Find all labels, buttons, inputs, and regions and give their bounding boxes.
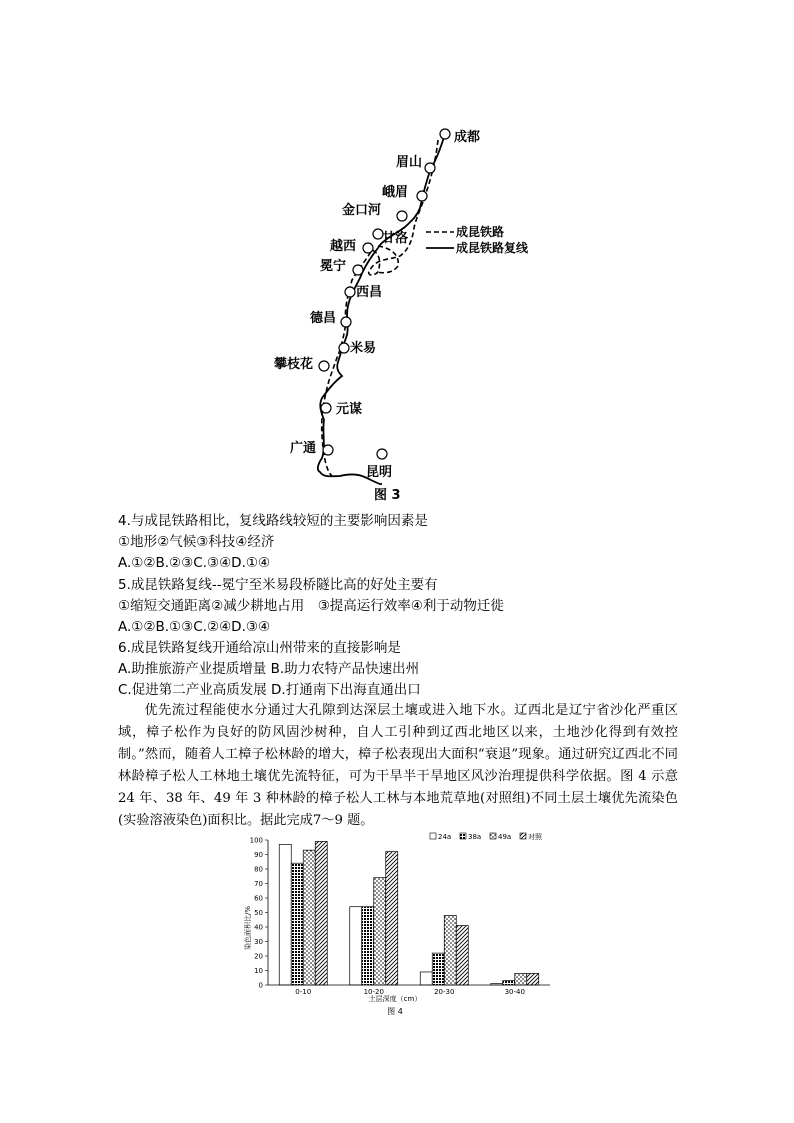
- station-panzhihua-marker: [319, 361, 329, 371]
- station-label-jinkouhe: 金口河: [342, 203, 382, 218]
- station-label-mianning: 冕宁: [320, 259, 347, 274]
- station-label-emei: 峨眉: [382, 185, 409, 200]
- station-label-yuanmou: 元谋: [336, 402, 363, 417]
- y-tick-label: 60: [254, 894, 263, 903]
- bar-38a-0-10: [291, 863, 303, 985]
- bar-对照-20-30: [456, 926, 468, 985]
- legend-label-49a: 49a: [498, 833, 512, 841]
- bar-49a-20-30: [444, 915, 456, 985]
- station-label-yuexi: 越西: [330, 239, 357, 254]
- chart-legend: [430, 832, 543, 841]
- y-tick-label: 10: [254, 967, 263, 975]
- legend-label-24a: 24a: [438, 833, 452, 841]
- legend-swatch-对照: [520, 833, 526, 839]
- y-tick-label: 80: [254, 865, 263, 874]
- legend-swatch-49a: [490, 833, 496, 839]
- station-chengdu-marker: [440, 129, 450, 139]
- question-4-stem: 4.与成昆铁路相比，复线路线较短的主要影响因素是: [118, 513, 428, 529]
- y-tick-label: 30: [254, 938, 263, 946]
- figure-3-caption: 图 3: [374, 488, 401, 503]
- station-label-miyi: 米易: [350, 341, 377, 356]
- y-tick-label: 20: [254, 952, 263, 961]
- station-label-kunming: 昆明: [366, 465, 393, 480]
- station-meishan-marker: [425, 163, 435, 173]
- passage: [118, 700, 678, 832]
- question-5-options: A.①②B.①③C.②④D.③④: [118, 619, 271, 635]
- passage-text: 优先流过程能使水分通过大孔隙到达深层土壤或进入地下水。辽西北是辽宁省沙化严重区域，樟子松作为良好的防风固沙树种，自人工引种到辽西北地区以来，土地沙化得到有效控制。”然而，随着人工樟子松林龄的增大，樟子松表现出大面积“衰退”现象。通过研究辽西北不同林龄樟子松人工林地土壤优先流特征，可为干旱半干旱地区风沙治理提供科学依据。图 4 示意 24 年、38 年、49 年 3 种林龄的樟子松人工林与本地荒草地(对照组)不同土层土壤优先流染色(实验溶液染色)面积比。据此完成7～9 题。: [118, 703, 678, 828]
- bar-24a-10-20: [350, 907, 362, 985]
- bar-38a-10-20: [362, 907, 374, 985]
- bar-对照-0-10: [315, 841, 327, 985]
- station-label-meishan: 眉山: [396, 155, 423, 170]
- legend-fuxian: 成昆铁路复线: [456, 241, 529, 255]
- legend-swatch-38a: [460, 833, 466, 839]
- question-5-items: ①缩短交通距离②减少耕地占用 ③提高运行效率④利于动物迁徙: [118, 598, 504, 614]
- legend-label-38a: 38a: [468, 833, 482, 841]
- station-label-xichang: 西昌: [356, 285, 383, 300]
- bar-49a-30-40: [515, 973, 527, 985]
- y-tick-label: 40: [254, 923, 263, 932]
- station-yuexi-marker: [363, 243, 373, 253]
- legend-chengkun: 成昆铁路: [456, 225, 505, 239]
- question-5-stem: 5.成昆铁路复线--冕宁至米易段桥隧比高的好处主要有: [118, 577, 438, 593]
- railway-map: [240, 110, 560, 510]
- x-tick-label: 10-20: [363, 988, 384, 996]
- station-miyi-marker: [339, 343, 349, 353]
- bar-24a-0-10: [279, 844, 291, 985]
- station-xichang-marker: [345, 287, 355, 297]
- bar-对照-30-40: [527, 973, 539, 985]
- y-axis: [250, 837, 268, 990]
- bar-对照-10-20: [386, 852, 398, 985]
- bar-chart-svg: [220, 828, 560, 1028]
- station-yuanmou-marker: [321, 403, 331, 413]
- question-4-options: A.①②B.②③C.③④D.①④: [118, 555, 271, 571]
- legend-swatch-24a: [430, 833, 436, 839]
- bar-24a-20-30: [420, 972, 432, 985]
- station-label-panzhihua: 攀枝花: [274, 357, 314, 372]
- bar-38a-20-30: [432, 953, 444, 985]
- station-label-ganluo: 甘洛: [382, 231, 409, 246]
- bar-chart: [220, 828, 560, 1028]
- figure-4-caption: 图 4: [387, 1007, 403, 1016]
- station-jinkouhe-marker: [397, 211, 407, 221]
- chengkun-line: [322, 140, 438, 476]
- y-tick-label: 70: [254, 880, 263, 888]
- station-emei-marker: [417, 191, 427, 201]
- question-4-items: ①地形②气候③科技④经济: [118, 534, 275, 550]
- station-guangtong-marker: [323, 445, 333, 455]
- x-tick-label: 20-30: [434, 988, 455, 996]
- legend-label-对照: 对照: [528, 833, 542, 841]
- y-tick-label: 90: [254, 851, 263, 859]
- bar-49a-10-20: [374, 878, 386, 985]
- x-axis-title: 土层深度（cm）: [368, 995, 422, 1003]
- question-6-options-cd: C.促进第二产业高质发展 D.打通南下出海直通出口: [118, 682, 421, 698]
- railway-map-svg: [240, 110, 560, 510]
- x-tick-label: 30-40: [504, 988, 525, 996]
- y-axis-title: 染色面积比/%: [244, 905, 252, 951]
- station-label-chengdu: 成都: [454, 130, 481, 145]
- x-tick-label: 0-10: [295, 988, 312, 996]
- y-tick-label: 100: [249, 836, 263, 845]
- station-label-dechang: 德昌: [310, 311, 337, 326]
- y-tick-label: 0: [258, 981, 263, 990]
- map-legend: [426, 224, 529, 255]
- station-label-guangtong: 广通: [290, 441, 317, 456]
- station-kunming-marker: [377, 449, 387, 459]
- bars: [279, 841, 539, 985]
- question-6-stem: 6.成昆铁路复线开通给凉山州带来的直接影响是: [118, 640, 401, 656]
- question-6-options-ab: A.助推旅游产业提质增量 B.助力农特产品快速出州: [118, 661, 420, 677]
- station-dechang-marker: [341, 317, 351, 327]
- y-tick-label: 50: [254, 909, 263, 917]
- bar-49a-0-10: [303, 850, 315, 985]
- station-mianning-marker: [353, 265, 363, 275]
- bar-38a-30-40: [503, 981, 515, 985]
